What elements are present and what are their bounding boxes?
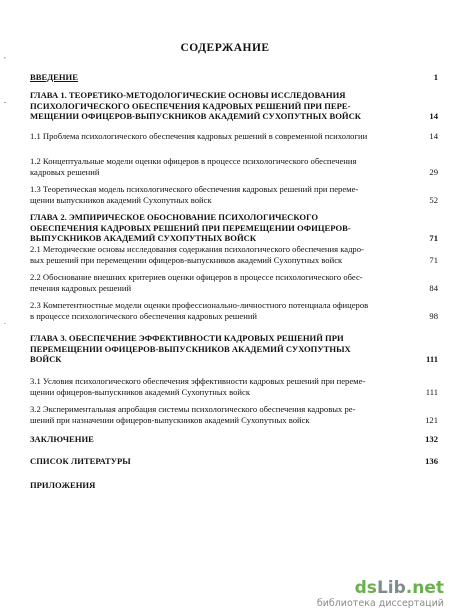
toc-entry-text: СПИСОК ЛИТЕРАТУРЫ [30, 456, 131, 466]
toc-entry [30, 480, 442, 491]
toc-entry-line: ГЛАВА 1. ТЕОРЕТИКО-МЕТОДОЛОГИЧЕСКИЕ ОСНОВЫ ИССЛЕДОВАНИЯ [30, 90, 346, 100]
toc-entry-line: ОБЕСПЕЧЕНИЯ КАДРОВЫХ РЕШЕНИЙ ПРИ ПЕРЕМЕЩЕНИИ ОФИЦЕРОВ- [30, 222, 351, 233]
toc-page-number: 111 [426, 354, 438, 364]
toc-entry-line [30, 72, 442, 83]
toc-entry-line: 2.2 Обоснование внешних критериев оценки офицеров в процессе психологического обес- [30, 272, 363, 282]
toc-entry-line [30, 167, 442, 178]
toc-entry-text: щении офицеров-выпускников академий Сухопутных войск [30, 386, 251, 397]
toc-entry-line: 3.1 Условия психологического обеспечения эффективности кадровых решений при переме- [30, 376, 366, 386]
toc-entry-line: 1.2 Концептуальные модели оценки офицеров в процессе психологического обеспечения [30, 156, 357, 166]
toc-entry [30, 244, 442, 265]
toc-entry-text: ЗАКЛЮЧЕНИЕ [30, 434, 94, 444]
toc-entry-text: ВВЕДЕНИЕ [30, 72, 78, 82]
toc-entry [30, 72, 442, 83]
toc-entry [30, 434, 442, 445]
toc-page-number: 1 [433, 72, 438, 82]
toc-entry-line [30, 415, 442, 426]
toc-entry [30, 333, 442, 365]
toc-entry [30, 272, 442, 293]
toc-page-number: 132 [425, 434, 438, 444]
toc-page-number: 14 [429, 111, 438, 121]
toc-entry-line: ПРИЛОЖЕНИЯ [30, 480, 96, 490]
toc-entry-text: печения кадровых решений [30, 282, 132, 293]
toc-page-number: 29 [429, 166, 438, 177]
toc-entry-line: 1.3 Теоретическая модель психологического обеспечения кадровых решений при переме- [30, 184, 359, 194]
margin-mark: . [4, 318, 6, 326]
toc-page-number: 14 [429, 131, 438, 141]
toc-entry [30, 184, 442, 205]
toc-entry [30, 376, 442, 397]
toc-entry-text: шений при назначении офицеров-выпускников академий Сухопутных войск [30, 414, 310, 425]
toc-page-number: 121 [425, 414, 438, 425]
toc-entry-text: 1.1 Проблема психологического обеспечения кадровых решений в современной психологии [30, 131, 368, 141]
toc-page-number: 71 [429, 254, 438, 265]
toc-entry-line [30, 283, 442, 294]
page-title: СОДЕРЖАНИЕ [180, 42, 270, 54]
toc-entry-line: ГЛАВА 2. ЭМПИРИЧЕСКОЕ ОБОСНОВАНИЕ ПСИХОЛОГИЧЕСКОГО [30, 212, 319, 222]
toc-page-number: 84 [429, 282, 438, 293]
toc-entry-text: МЕЩЕНИИ ОФИЦЕРОВ-ВЫПУСКНИКОВ АКАДЕМИЙ СУХОПУТНЫХ ВОЙСК [30, 111, 362, 121]
watermark-subtitle: библиотека диссертаций [316, 598, 444, 609]
watermark-logo: dsLib.net [354, 578, 444, 598]
toc-entry-line [30, 456, 442, 467]
toc-entry-line: ПЕРЕМЕЩЕНИИ ОФИЦЕРОВ-ВЫПУСКНИКОВ АКАДЕМИЙ СУХОПУТНЫХ [30, 343, 351, 354]
toc-entry-line [30, 387, 442, 398]
toc-entry-text: кадровых решений [30, 166, 100, 177]
toc-entry [30, 90, 442, 122]
toc-entry-line [30, 233, 442, 244]
toc-entry [30, 300, 442, 321]
toc-entry-text: вых решений при перемещении офицеров-выпускников академий Сухопутных войск [30, 254, 343, 265]
toc-entry [30, 456, 442, 467]
toc-entry-line: 2.3 Компетентностные модели оценки профессионально-личностного потенциала офицеров [30, 300, 369, 310]
toc-entry-line [30, 434, 442, 445]
toc-entry-text: ВОЙСК [30, 354, 62, 364]
toc-entry-line [30, 255, 442, 266]
toc-entry-text: в процессе психологического обеспечения кадровых решений [30, 310, 258, 321]
margin-mark: - [4, 98, 7, 106]
toc-entry-line: 3.2 Экспериментальная апробация системы психологического обеспечения кадровых ре- [30, 404, 356, 414]
toc-entry-text: ВЫПУСКНИКОВ АКАДЕМИЙ СУХОПУТНЫХ ВОЙСК [30, 233, 257, 243]
toc-entry [30, 131, 442, 142]
toc-entry-line: ПСИХОЛОГИЧЕСКОГО ОБЕСПЕЧЕНИЯ КАДРОВЫХ РЕШЕНИЙ ПРИ ПЕРЕ- [30, 100, 351, 111]
toc-entry-text: щении выпускников академий Сухопутных войск [30, 194, 212, 205]
margin-mark: , [4, 52, 6, 60]
toc-entry-line [30, 311, 442, 322]
toc-entry [30, 404, 442, 425]
toc-entry-line [30, 131, 442, 142]
toc-page-number: 98 [429, 310, 438, 321]
toc-entry-line [30, 111, 442, 122]
toc-page-number: 111 [425, 386, 438, 397]
toc-entry [30, 212, 442, 244]
toc-entry-line [30, 354, 442, 365]
toc-page-number: 136 [425, 456, 438, 466]
toc-page-number: 52 [429, 194, 438, 205]
watermark [317, 578, 444, 609]
toc-entry-line [30, 195, 442, 206]
toc-entry [30, 156, 442, 177]
toc-entry-line: 2.1 Методические основы исследования содержания психологического обеспечения кадро- [30, 244, 364, 254]
toc-entry-line: ГЛАВА 3. ОБЕСПЕЧЕНИЕ ЭФФЕКТИВНОСТИ КАДРОВЫХ РЕШЕНИЙ ПРИ [30, 333, 344, 343]
toc-page-number: 71 [429, 233, 438, 243]
